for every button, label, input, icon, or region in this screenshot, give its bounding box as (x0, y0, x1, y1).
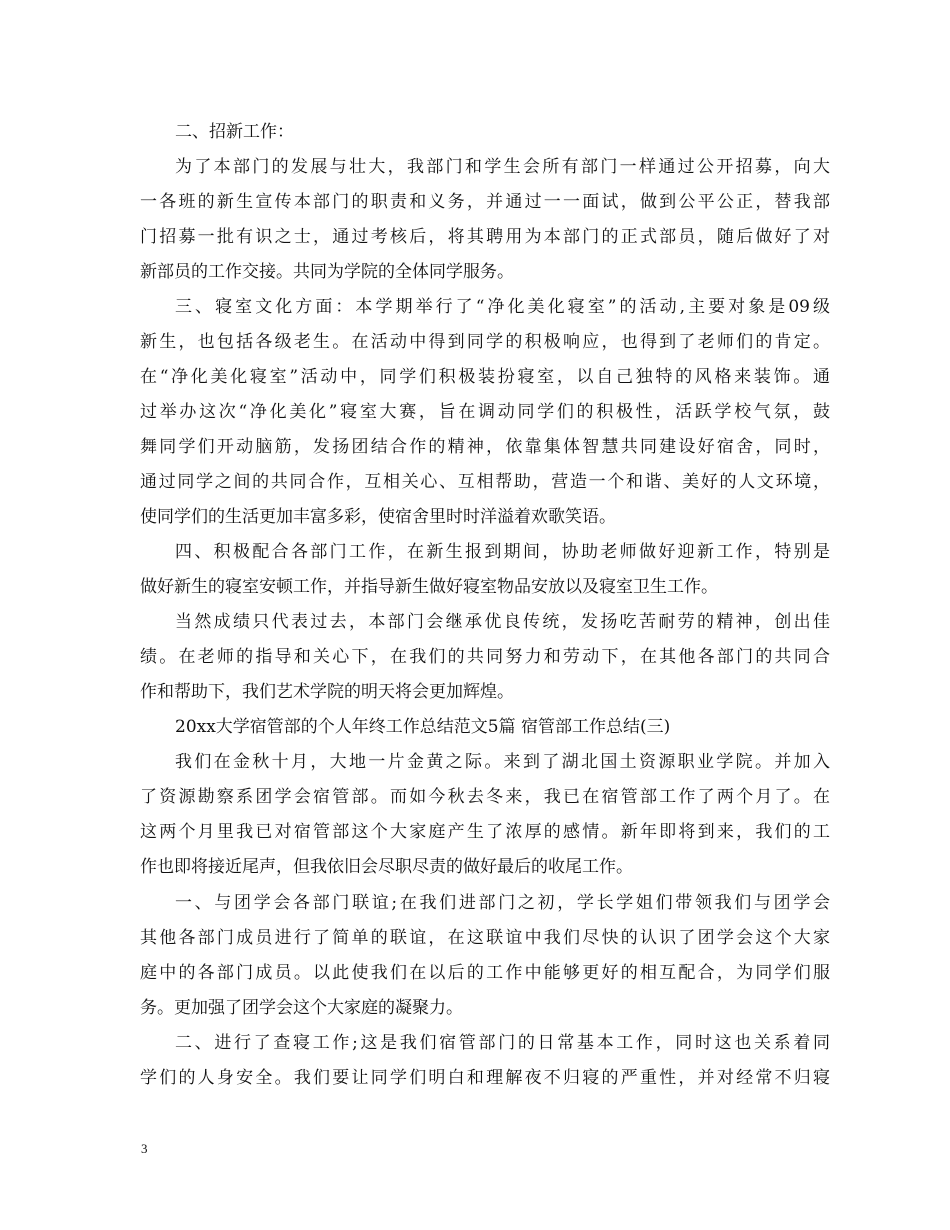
text-line: 过举办这次“净化美化”寝室大赛，旨在调动同学们的积极性，活跃学校气氛，鼓 (140, 402, 830, 422)
text-line: 三、寝室文化方面：本学期举行了“净化美化寝室”的活动,主要对象是09级 (175, 297, 830, 317)
text-line: 在“净化美化寝室”活动中，同学们积极装扮寝室，以自己独特的风格来装饰。通 (140, 367, 830, 387)
text-line: 我们在金秋十月，大地一片金黄之际。来到了湖北国土资源职业学院。并加入 (175, 752, 830, 772)
text-line: 门招募一批有识之士，通过考核后，将其聘用为本部门的正式部员，随后做好了对 (140, 227, 830, 247)
text-line: 通过同学之间的共同合作，互相关心、互相帮助，营造一个和谐、美好的人文环境， (140, 472, 830, 492)
text-line: 这两个月里我已对宿管部这个大家庭产生了浓厚的感情。新年即将到来，我们的工 (140, 822, 830, 842)
text-line: 四、积极配合各部门工作，在新生报到期间，协助老师做好迎新工作，特别是 (175, 542, 830, 562)
text-line: 为了本部门的发展与壮大，我部门和学生会所有部门一样通过公开招募，向大 (175, 157, 830, 177)
text-line: 学们的人身安全。我们要让同学们明白和理解夜不归寝的严重性，并对经常不归寝 (140, 1068, 830, 1088)
page-number: 3 (141, 1141, 148, 1156)
text-line: 当然成绩只代表过去，本部门会继承优良传统，发扬吃苦耐劳的精神，创出佳 (175, 612, 830, 632)
text-line: 舞同学们开动脑筋，发扬团结合作的精神，依靠集体智慧共同建设好宿舍，同时， (140, 437, 830, 457)
text-line: 新生，也包括各级老生。在活动中得到同学的积极响应，也得到了老师们的肯定。 (140, 332, 830, 352)
text-line: 新部员的工作交接。共同为学院的全体同学服务。 (140, 262, 514, 282)
text-line: 二、招新工作： (175, 122, 294, 142)
section-heading: 20xx大学宿管部的个人年终工作总结范文5篇 宿管部工作总结(三) (175, 717, 671, 737)
text-line: 庭中的各部门成员。以此使我们在以后的工作中能够更好的相互配合，为同学们服 (140, 963, 830, 983)
text-line: 绩。在老师的指导和关心下，在我们的共同努力和劳动下，在其他各部门的共同合 (140, 647, 830, 667)
text-line: 一、与团学会各部门联谊;在我们进部门之初，学长学姐们带领我们与团学会 (175, 893, 830, 913)
text-line: 做好新生的寝室安顿工作，并指导新生做好寝室物品安放以及寝室卫生工作。 (140, 577, 718, 597)
text-line: 务。更加强了团学会这个大家庭的凝聚力。 (140, 998, 463, 1018)
text-line: 作也即将接近尾声，但我依旧会尽职尽责的做好最后的收尾工作。 (140, 857, 633, 877)
text-line: 其他各部门成员进行了简单的联谊，在这联谊中我们尽快的认识了团学会这个大家 (140, 928, 830, 948)
text-line: 作和帮助下，我们艺术学院的明天将会更加辉煌。 (140, 682, 514, 702)
text-line: 了资源勘察系团学会宿管部。而如今秋去冬来，我已在宿管部工作了两个月了。在 (140, 787, 830, 807)
text-line: 使同学们的生活更加丰富多彩，使宿舍里时时洋溢着欢歌笑语。 (140, 507, 616, 527)
text-line: 二、进行了查寝工作;这是我们宿管部门的日常基本工作，同时这也关系着同 (175, 1033, 830, 1053)
text-line: 一各班的新生宣传本部门的职责和义务，并通过一一面试，做到公平公正，替我部 (140, 192, 830, 212)
